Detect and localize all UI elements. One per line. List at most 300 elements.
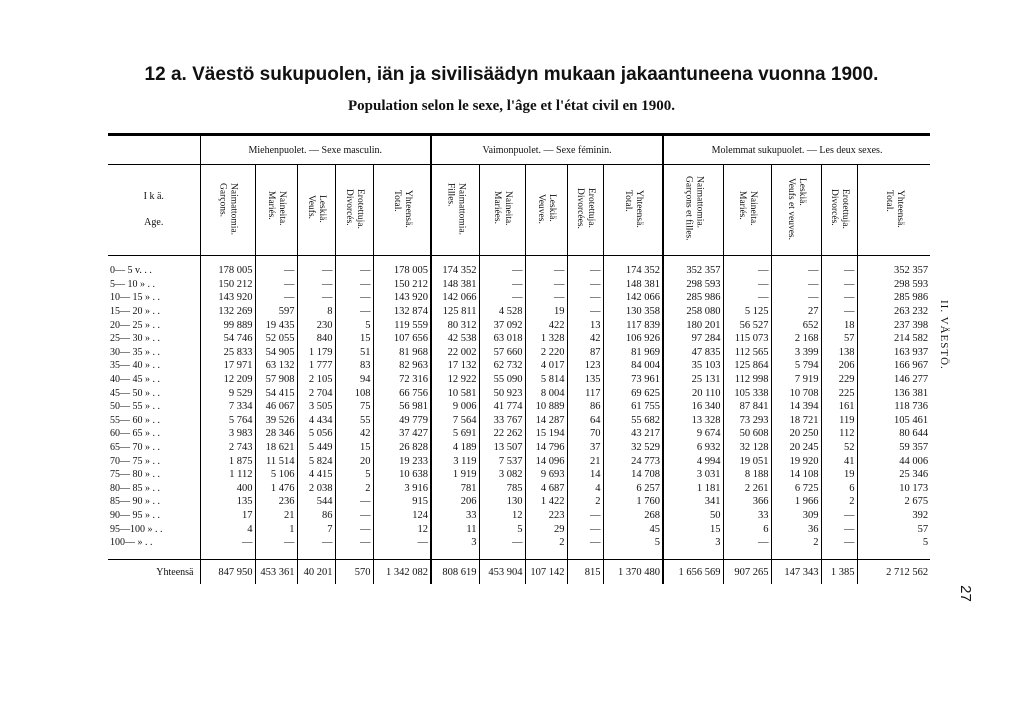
column-header-fi: Leskiä. [317,194,327,223]
value-cell: 7 334 [200,400,255,414]
column-header [373,165,431,256]
value-cell: 42 538 [431,332,479,346]
value-cell: 298 593 [857,278,930,292]
value-cell: 18 721 [771,414,821,428]
column-header-fr: Divorcées. [575,188,586,229]
value-cell: 1 181 [663,482,723,496]
table-row [108,373,930,387]
value-cell: 142 066 [603,291,663,305]
value-cell: 781 [431,482,479,496]
value-cell: 29 [525,522,567,536]
value-cell: 130 [479,495,525,509]
value-cell: 206 [821,359,857,373]
value-cell: 15 [335,332,373,346]
value-cell: 12 922 [431,373,479,387]
table-row [108,256,930,278]
value-cell: 1 112 [200,468,255,482]
value-cell: 81 969 [603,346,663,360]
value-cell: 597 [255,305,297,319]
value-cell: 55 [335,414,373,428]
value-cell: 7 564 [431,414,479,428]
age-cell: 95—100 » . . [110,523,163,535]
value-cell: — [723,256,771,278]
age-cell: 15— 20 » . . [110,306,160,318]
value-cell: — [567,305,603,319]
value-cell: 51 [335,346,373,360]
value-cell: 73 293 [723,414,771,428]
value-cell: 112 [821,427,857,441]
value-cell: 229 [821,373,857,387]
value-cell: 785 [479,482,525,496]
column-header-fr: Total. [622,189,633,212]
value-cell: 309 [771,509,821,523]
value-cell: 422 [525,318,567,332]
table-row [108,522,930,536]
value-cell: 119 559 [373,318,431,332]
total-cell: 808 619 [431,560,479,585]
value-cell: 36 [771,522,821,536]
value-cell: 47 835 [663,346,723,360]
value-cell: 135 [567,373,603,387]
column-header-fi: Naineita. [277,191,287,226]
column-header-fi: Yhteensä. [402,189,413,228]
value-cell: 33 767 [479,414,525,428]
value-cell: 1 422 [525,495,567,509]
value-cell: 174 352 [603,256,663,278]
table-row [108,468,930,482]
total-cell: 1 342 082 [373,560,431,585]
value-cell: — [335,509,373,523]
value-cell: 2 105 [297,373,335,387]
column-header [479,165,525,256]
value-cell: 45 [603,522,663,536]
column-header-fi: Yhteensä. [633,189,644,228]
value-cell: 37 [567,441,603,455]
value-cell: — [255,278,297,292]
column-header [255,165,297,256]
value-cell: 32 529 [603,441,663,455]
column-header [857,165,930,256]
value-cell: 84 004 [603,359,663,373]
value-cell: 20 [335,454,373,468]
value-cell: 2 675 [857,495,930,509]
table-row [108,427,930,441]
value-cell: 15 [335,441,373,455]
value-cell: 27 [771,305,821,319]
value-cell: 2 220 [525,346,567,360]
value-cell: 44 006 [857,454,930,468]
value-cell: 86 [567,400,603,414]
total-cell: 815 [567,560,603,585]
total-cell: 570 [335,560,373,585]
value-cell: — [723,291,771,305]
table-row [108,495,930,509]
value-cell: 26 828 [373,441,431,455]
column-header [431,165,479,256]
age-cell: 70— 75 » . . [110,455,160,467]
value-cell: 4 [567,482,603,496]
value-cell: 132 874 [373,305,431,319]
value-cell: 19 051 [723,454,771,468]
value-cell: 20 245 [771,441,821,455]
column-header [525,165,567,256]
value-cell: 105 338 [723,386,771,400]
value-cell: 37 427 [373,427,431,441]
value-cell: — [567,256,603,278]
value-cell: 99 889 [200,318,255,332]
value-cell: 1 476 [255,482,297,496]
age-cell: 10— 15 » . . [110,292,160,304]
value-cell: 59 357 [857,441,930,455]
total-row [108,560,930,585]
value-cell: — [335,256,373,278]
value-cell: 840 [297,332,335,346]
age-cell: 90— 95 » . . [110,509,160,521]
value-cell: 178 005 [373,256,431,278]
value-cell: 352 357 [663,256,723,278]
value-cell: — [821,305,857,319]
column-header-fr: Total. [883,189,894,212]
value-cell: — [297,536,335,560]
value-cell: 10 173 [857,482,930,496]
value-cell: 392 [857,509,930,523]
value-cell: 25 833 [200,346,255,360]
column-header [821,165,857,256]
value-cell: 2 168 [771,332,821,346]
value-cell: — [567,522,603,536]
column-header-fr: Mariés. [737,191,748,220]
value-cell: 9 529 [200,386,255,400]
value-cell: 86 [297,509,335,523]
value-cell: 5 106 [255,468,297,482]
value-cell: — [525,256,567,278]
value-cell: 115 073 [723,332,771,346]
value-cell: 87 [567,346,603,360]
value-cell: — [479,536,525,560]
value-cell: 138 [821,346,857,360]
value-cell: 11 514 [255,454,297,468]
age-cell: 0— 5 v. . . [110,265,152,277]
value-cell: 5 [479,522,525,536]
value-cell: — [821,522,857,536]
total-cell: 107 142 [525,560,567,585]
value-cell: 106 926 [603,332,663,346]
value-cell: — [525,291,567,305]
value-cell: 341 [663,495,723,509]
column-header-fr: Garçons. [217,182,228,217]
value-cell: 12 [373,522,431,536]
column-header-fr: Divorcés. [344,188,354,226]
value-cell: 214 582 [857,332,930,346]
value-cell: 33 [723,509,771,523]
column-header-fi: Naimattomia. [456,182,467,235]
value-cell: 54 746 [200,332,255,346]
value-cell: 4 415 [297,468,335,482]
value-cell: 49 779 [373,414,431,428]
value-cell: 268 [603,509,663,523]
value-cell: 83 [335,359,373,373]
value-cell: 3 082 [479,468,525,482]
value-cell: 143 920 [373,291,431,305]
age-cell: 40— 45 » . . [110,374,160,386]
age-label-fr: Age. [144,217,164,228]
age-cell: 80— 85 » . . [110,482,160,494]
value-cell: 163 937 [857,346,930,360]
group-header-female: Vaimonpuolet. — Sexe féminin. [431,135,663,165]
column-header-fi: Leskiä. [547,193,558,222]
value-cell: 12 [479,509,525,523]
column-header-fr: Mariés. [266,191,276,220]
age-cell: 30— 35 » . . [110,346,160,358]
value-cell: 5 [335,318,373,332]
value-cell: 125 864 [723,359,771,373]
table-row [108,400,930,414]
value-cell: 22 262 [479,427,525,441]
value-cell: 132 269 [200,305,255,319]
value-cell: — [821,291,857,305]
value-cell: 2 [567,495,603,509]
total-cell: 40 201 [297,560,335,585]
table-row [108,414,930,428]
age-cell: 100— » . . [110,537,153,549]
value-cell: 57 [821,332,857,346]
value-cell: 135 [200,495,255,509]
value-cell: 117 839 [603,318,663,332]
value-cell: 15 194 [525,427,567,441]
value-cell: — [771,256,821,278]
value-cell: 41 [821,454,857,468]
value-cell: 55 090 [479,373,525,387]
value-cell: 63 018 [479,332,525,346]
age-cell: 25— 30 » . . [110,333,160,345]
age-cell: 60— 65 » . . [110,428,160,440]
value-cell: — [335,278,373,292]
age-cell: 85— 90 » . . [110,496,160,508]
value-cell: 55 682 [603,414,663,428]
population-table [108,133,930,584]
value-cell: 14 096 [525,454,567,468]
value-cell: 42 [567,332,603,346]
value-cell: 118 736 [857,400,930,414]
value-cell: 3 119 [431,454,479,468]
value-cell: 25 131 [663,373,723,387]
age-cell: 50— 55 » . . [110,401,160,413]
total-cell: 147 343 [771,560,821,585]
value-cell: 161 [821,400,857,414]
page-number: 27 [956,585,974,602]
value-cell: 7 [297,522,335,536]
value-cell: 366 [723,495,771,509]
value-cell: — [255,256,297,278]
table-row [108,318,930,332]
value-cell: 258 080 [663,305,723,319]
value-cell: 108 [335,386,373,400]
value-cell: 2 [821,495,857,509]
value-cell: 21 [567,454,603,468]
value-cell: 6 [821,482,857,496]
column-header [567,165,603,256]
value-cell: 130 358 [603,305,663,319]
value-cell: 2 261 [723,482,771,496]
value-cell: 13 507 [479,441,525,455]
table-row [108,278,930,292]
value-cell: 24 773 [603,454,663,468]
value-cell: 13 [567,318,603,332]
value-cell: 237 398 [857,318,930,332]
group-header-both: Molemmat sukupuolet. — Les deux sexes. [663,135,930,165]
value-cell: 5 814 [525,373,567,387]
value-cell: 124 [373,509,431,523]
value-cell: 5 125 [723,305,771,319]
value-cell: 28 346 [255,427,297,441]
table-row [108,509,930,523]
value-cell: 19 [821,468,857,482]
total-cell: 2 712 562 [857,560,930,585]
total-cell: 453 361 [255,560,297,585]
value-cell: 263 232 [857,305,930,319]
value-cell: 125 811 [431,305,479,319]
value-cell: 19 920 [771,454,821,468]
value-cell: 62 732 [479,359,525,373]
value-cell: 97 284 [663,332,723,346]
value-cell: 3 399 [771,346,821,360]
value-cell: 3 983 [200,427,255,441]
value-cell: 54 415 [255,386,297,400]
column-header [335,165,373,256]
value-cell: 46 067 [255,400,297,414]
value-cell: 14 [567,468,603,482]
value-cell: — [567,291,603,305]
value-cell: 178 005 [200,256,255,278]
value-cell: 1 [255,522,297,536]
value-cell: 70 [567,427,603,441]
value-cell: — [567,278,603,292]
value-cell: 117 [567,386,603,400]
value-cell: 6 257 [603,482,663,496]
value-cell: 33 [431,509,479,523]
value-cell: — [821,256,857,278]
value-cell: 5 [857,536,930,560]
value-cell: — [567,536,603,560]
value-cell: 652 [771,318,821,332]
value-cell: 4 017 [525,359,567,373]
age-cell: 55— 60 » . . [110,414,160,426]
age-cell: 75— 80 » . . [110,469,160,481]
value-cell: 143 920 [200,291,255,305]
value-cell: 146 277 [857,373,930,387]
value-cell: 17 [200,509,255,523]
value-cell: 4 434 [297,414,335,428]
value-cell: — [335,522,373,536]
total-cell: 907 265 [723,560,771,585]
value-cell: 56 527 [723,318,771,332]
table-subtitle: Population selon le sexe, l'âge et l'état civil en 1900. [347,98,676,114]
value-cell: 94 [335,373,373,387]
column-header-fr: Divorcés. [829,188,840,226]
value-cell: 5 824 [297,454,335,468]
value-cell: 9 674 [663,427,723,441]
table-row [108,386,930,400]
value-cell: — [335,291,373,305]
column-header-fr: Mariées. [492,191,503,225]
column-header-fr: Veuves. [536,193,547,224]
value-cell: — [335,305,373,319]
value-cell: 148 381 [603,278,663,292]
value-cell: — [335,495,373,509]
value-cell: — [723,278,771,292]
age-label: I k ä. [143,191,164,202]
value-cell: 87 841 [723,400,771,414]
value-cell: — [255,536,297,560]
table-row [108,359,930,373]
value-cell: 5 449 [297,441,335,455]
value-cell: — [567,509,603,523]
column-header-fr: Veufs. [306,194,316,219]
table-row [108,441,930,455]
value-cell: 3 [431,536,479,560]
total-label: Yhteensä [108,560,200,585]
value-cell: 10 581 [431,386,479,400]
value-cell: 1 966 [771,495,821,509]
value-cell: 223 [525,509,567,523]
value-cell: 80 312 [431,318,479,332]
value-cell: 2 [771,536,821,560]
total-cell: 1 385 [821,560,857,585]
value-cell: — [297,278,335,292]
table-title: 12 a. Väestö sukupuolen, iän ja sivilisäädyn mukaan jakaantuneena vuonna 1900. [144,64,879,85]
value-cell: 7 537 [479,454,525,468]
value-cell: 1 777 [297,359,335,373]
value-cell: — [479,278,525,292]
value-cell: 69 625 [603,386,663,400]
value-cell: 57 660 [479,346,525,360]
value-cell: — [771,278,821,292]
value-cell: 119 [821,414,857,428]
table-body [108,256,930,585]
value-cell: 5 764 [200,414,255,428]
value-cell: 105 461 [857,414,930,428]
value-cell: 4 [200,522,255,536]
value-cell: 43 217 [603,427,663,441]
value-cell: — [525,278,567,292]
value-cell: — [723,536,771,560]
value-cell: 37 092 [479,318,525,332]
value-cell: 174 352 [431,256,479,278]
value-cell: 6 [723,522,771,536]
value-cell: 72 316 [373,373,431,387]
value-cell: 25 346 [857,468,930,482]
value-cell: 11 [431,522,479,536]
value-cell: 236 [255,495,297,509]
value-cell: 21 [255,509,297,523]
value-cell: 2 743 [200,441,255,455]
value-cell: 73 961 [603,373,663,387]
value-cell: 14 708 [603,468,663,482]
value-cell: — [335,536,373,560]
value-cell: 8 [297,305,335,319]
value-cell: 2 038 [297,482,335,496]
age-cell: 20— 25 » . . [110,319,160,331]
age-cell: 45— 50 » . . [110,387,160,399]
value-cell: 400 [200,482,255,496]
value-cell: 2 [335,482,373,496]
column-header [297,165,335,256]
total-cell: 1 370 480 [603,560,663,585]
value-cell: — [821,278,857,292]
value-cell: 80 644 [857,427,930,441]
value-cell: 112 565 [723,346,771,360]
value-cell: 17 971 [200,359,255,373]
